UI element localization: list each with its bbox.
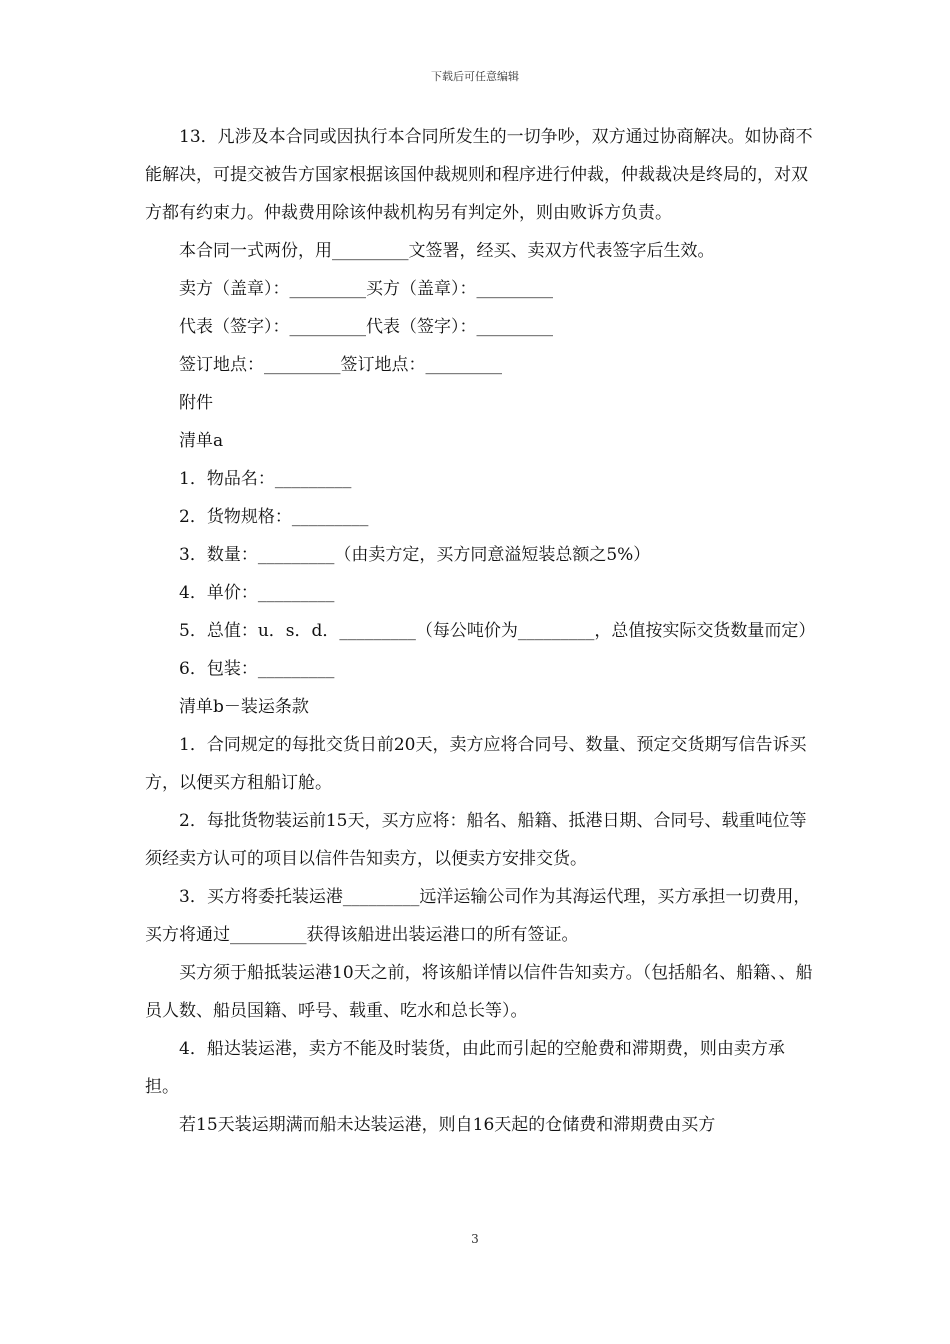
list-a-item-5: 5．总值：u．s．d．_________（每公吨价为_________，总值按实际交货数量而定） — [179, 621, 816, 641]
list-a-item-6: 6．包装：_________ — [179, 659, 335, 679]
list-b-item-2: 2．每批货物装运前15天，买方应将：船名、船籍、抵港日期、合同号、载重吨位等须经卖方认可的项目以信件告知卖方，以便卖方安排交货。 — [145, 811, 807, 869]
page-number: 3 — [471, 1232, 479, 1246]
list-a-item-2: 2．货物规格：_________ — [179, 507, 369, 527]
heading-list-a: 清单a — [179, 431, 224, 451]
paragraph-copies: 本合同一式两份，用_________文签署，经买、卖双方代表签字后生效。 — [179, 241, 715, 261]
list-b-item-4-note: 若15天装运期满而船未达装运港，则自16天起的仓储费和滞期费由买方 — [179, 1115, 716, 1135]
list-a-item-4: 4．单价：_________ — [179, 583, 335, 603]
paragraph-seal-line: 卖方（盖章）：_________买方（盖章）：_________ — [179, 279, 553, 299]
heading-list-b: 清单b－装运条款 — [179, 697, 309, 717]
document-body — [145, 118, 816, 1144]
heading-attachment: 附件 — [179, 393, 213, 413]
paragraph-arbitration: 13．凡涉及本合同或因执行本合同所发生的一切争吵，双方通过协商解决。如协商不能解决，可提交被告方国家根据该国仲裁规则和程序进行仲裁，仲裁裁决是终局的，对双方都有约束力。仲裁费用除该仲裁机构另有判定外，则由败诉方负责。 — [145, 127, 813, 223]
list-b-item-4: 4．船达装运港，卖方不能及时装货，由此而引起的空舱费和滞期费，则由卖方承担。 — [145, 1039, 785, 1097]
list-b-item-1: 1．合同规定的每批交货日前20天，卖方应将合同号、数量、预定交货期写信告诉买方，以便买方租船订舱。 — [145, 735, 807, 793]
list-b-item-3: 3．买方将委托装运港_________远洋运输公司作为其海运代理，买方承担一切费用，买方将通过_________获得该船进出装运港口的所有签证。 — [145, 887, 811, 945]
list-a-item-1: 1．物品名：_________ — [179, 469, 352, 489]
list-b-item-3-note: 买方须于船抵装运港10天之前，将该船详情以信件告知卖方。（包括船名、船籍、、船员人数、船员国籍、呼号、载重、吃水和总长等）。 — [145, 963, 813, 1021]
paragraph-signing-place: 签订地点：_________签订地点：_________ — [179, 355, 502, 375]
list-a-item-3: 3．数量：_________（由卖方定，买方同意溢短装总额之5%） — [179, 545, 651, 565]
page-header: 下载后可任意编辑 — [431, 70, 519, 83]
paragraph-signature-line: 代表（签字）：_________代表（签字）：_________ — [179, 317, 553, 337]
